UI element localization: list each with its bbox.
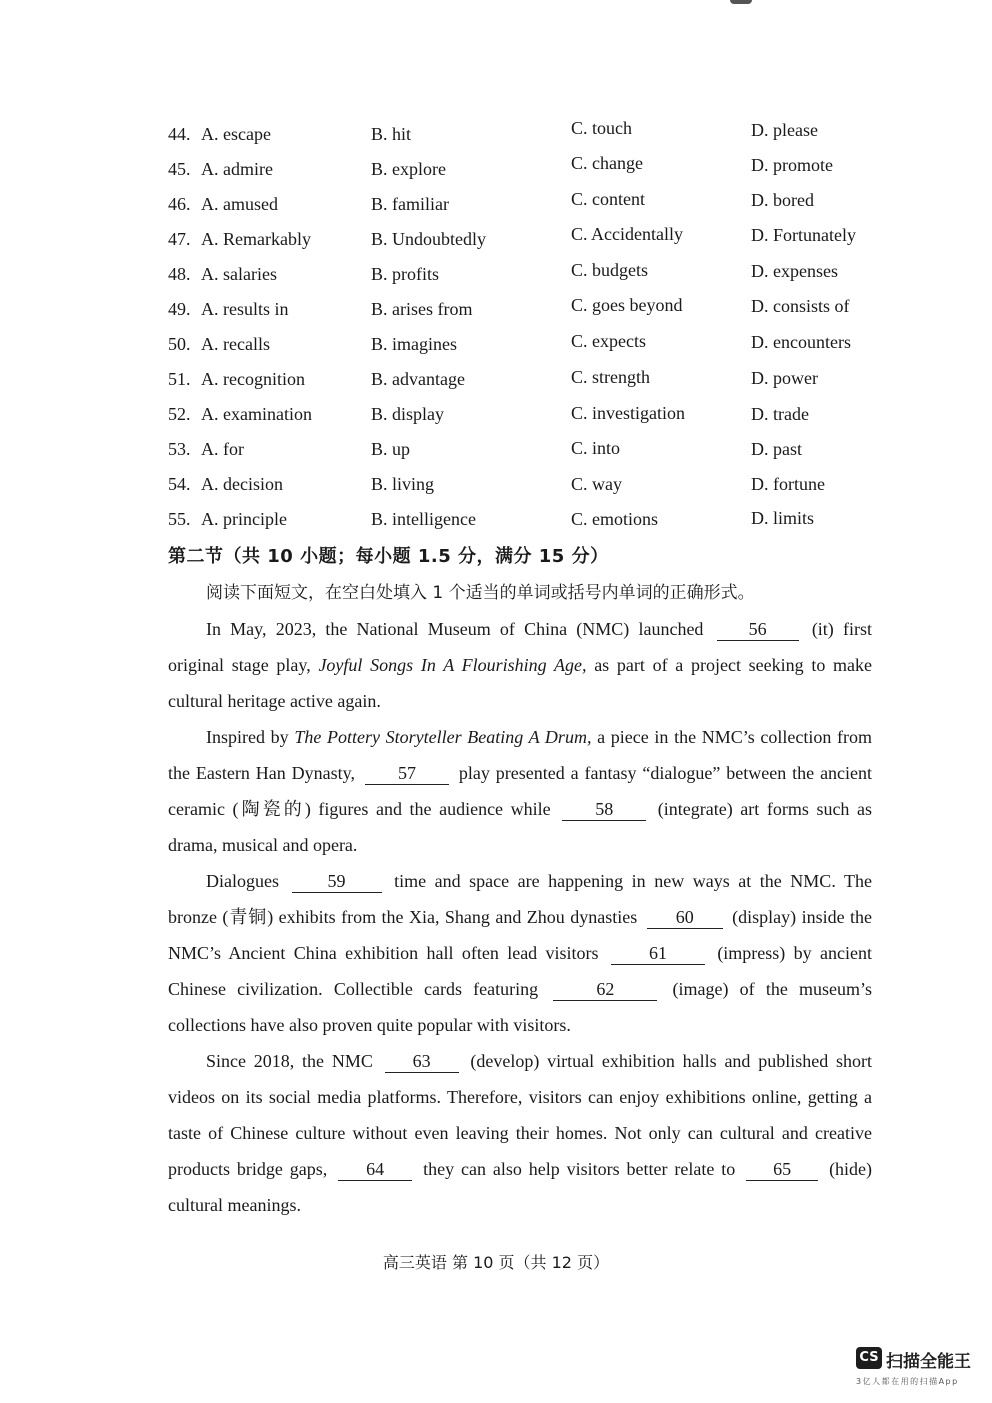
question-number: 45. xyxy=(168,159,191,179)
option-b: B. living xyxy=(371,474,435,494)
option-a: A. recognition xyxy=(201,369,305,389)
passage-text: they can also help visitors better relate to xyxy=(423,1159,736,1179)
question-number: 48. xyxy=(168,264,191,284)
option-c: C. strength xyxy=(571,367,650,387)
option-a: A. admire xyxy=(201,159,273,179)
question-number: 55. xyxy=(168,509,191,529)
list-item xyxy=(0,153,992,189)
option-d: D. consists of xyxy=(751,296,850,316)
list-item xyxy=(0,439,992,469)
option-c: C. expects xyxy=(571,331,646,351)
option-c: C. goes beyond xyxy=(571,295,683,315)
page-footer xyxy=(0,1250,992,1273)
play-title: Joyful Songs In A Flourishing Age, xyxy=(318,655,587,675)
blank-62: 62 xyxy=(553,978,657,1001)
option-b: B. display xyxy=(371,404,445,424)
question-number: 47. xyxy=(168,229,191,249)
watermark-name: 扫描全能王 xyxy=(886,1352,971,1372)
passage-text: a piece in the NMC’s collection from the Eastern Han Dynasty, xyxy=(168,727,873,783)
passage-text: Since 2018, the NMC xyxy=(206,1051,373,1071)
option-d: D. encounters xyxy=(751,332,851,352)
list-item xyxy=(0,404,992,434)
option-c: C. content xyxy=(571,189,645,209)
option-b: B. advantage xyxy=(371,369,465,389)
question-number: 49. xyxy=(168,299,191,319)
question-number: 50. xyxy=(168,334,191,354)
blank-57: 57 xyxy=(365,762,449,785)
passage-text: as part of a project seeking to make cultural heritage active again. xyxy=(168,655,873,711)
option-b: B. familiar xyxy=(371,194,449,214)
option-a: A. examination xyxy=(201,404,312,424)
option-d: D. please xyxy=(751,120,818,140)
option-b: B. Undoubtedly xyxy=(371,229,486,249)
option-d: D. limits xyxy=(751,508,815,528)
option-b: B. imagines xyxy=(371,334,457,354)
option-c: C. budgets xyxy=(571,260,649,280)
question-number: 54. xyxy=(168,474,191,494)
option-a: A. amused xyxy=(201,194,278,214)
list-item xyxy=(0,369,992,399)
paragraph xyxy=(168,719,872,863)
watermark-tagline: 3亿人都在用的扫描App xyxy=(856,1377,959,1386)
page-number: 高三英语 第 10 页（共 12 页） xyxy=(382,1253,610,1272)
option-c: C. change xyxy=(571,153,643,173)
blank-61: 61 xyxy=(611,942,705,965)
option-a: A. principle xyxy=(201,509,287,529)
option-c: C. way xyxy=(571,474,622,494)
blank-56: 56 xyxy=(717,618,799,641)
option-d: D. trade xyxy=(751,404,809,424)
option-d: D. expenses xyxy=(751,261,838,281)
option-b: B. intelligence xyxy=(371,509,476,529)
passage-text: play presented a fantasy “dialogue” between the ancient ceramic (陶瓷的) figures and the audience while xyxy=(168,763,873,819)
scanner-watermark xyxy=(856,1347,976,1393)
passage-text: (display) inside the NMC’s Ancient China exhibition hall often lead visitors xyxy=(168,907,872,963)
option-a: A. results in xyxy=(201,299,289,319)
artifact-title: The Pottery Storyteller Beating A Drum, xyxy=(294,727,592,747)
paragraph xyxy=(168,611,872,719)
question-number: 44. xyxy=(168,124,191,144)
option-b: B. profits xyxy=(371,264,440,284)
option-c: C. emotions xyxy=(571,509,659,529)
option-a: A. decision xyxy=(201,474,283,494)
blank-64: 64 xyxy=(338,1158,412,1181)
passage-text: Inspired by xyxy=(206,727,289,747)
cs-logo-icon: CS xyxy=(856,1347,882,1369)
passage-text: (impress) by ancient Chinese civilization. Collectible cards featuring xyxy=(168,943,873,999)
list-item xyxy=(0,118,992,154)
list-item xyxy=(0,295,992,329)
option-c: C. touch xyxy=(571,118,632,138)
passage-text: (integrate) art forms such as drama, musical and opera. xyxy=(168,799,873,855)
list-item xyxy=(0,509,992,539)
option-b: B. arises from xyxy=(371,299,473,319)
list-item xyxy=(0,474,992,504)
passage-text: In May, 2023, the National Museum of China (NMC) launched xyxy=(206,619,704,639)
list-item xyxy=(0,189,992,224)
option-a: A. salaries xyxy=(201,264,277,284)
list-item xyxy=(0,224,992,259)
scan-mark xyxy=(730,0,752,4)
list-item xyxy=(0,331,992,364)
paragraph xyxy=(168,863,872,1043)
option-a: A. escape xyxy=(201,124,271,144)
blank-65: 65 xyxy=(746,1158,818,1181)
option-d: D. bored xyxy=(751,190,814,210)
paragraph xyxy=(168,1043,872,1223)
option-d: D. Fortunately xyxy=(751,225,856,245)
option-a: A. recalls xyxy=(201,334,270,354)
option-a: A. Remarkably xyxy=(201,229,311,249)
option-d: D. power xyxy=(751,368,818,388)
passage-text: (image) of the museum’s collections have also proven quite popular with visitors. xyxy=(168,979,873,1035)
option-c: C. Accidentally xyxy=(571,224,683,244)
section-heading: 第二节（共 10 小题；每小题 1.5 分，满分 15 分） xyxy=(168,546,609,567)
option-c: C. investigation xyxy=(571,403,685,423)
passage-text: (it) first original stage play, xyxy=(168,619,872,675)
blank-59: 59 xyxy=(292,870,382,893)
option-d: D. promote xyxy=(751,155,833,175)
section-instruction: 阅读下面短文，在空白处填入 1 个适当的单词或括号内单词的正确形式。 xyxy=(206,583,755,603)
option-b: B. up xyxy=(371,439,411,459)
passage-text: Dialogues xyxy=(206,871,279,891)
list-item xyxy=(0,260,992,294)
passage-text: time and space are happening in new ways at the NMC. The bronze (青铜) exhibits from the Xia, Shang and Zhou dynasties xyxy=(168,871,873,927)
question-number: 53. xyxy=(168,439,191,459)
option-c: C. into xyxy=(571,438,621,458)
question-number: 51. xyxy=(168,369,191,389)
blank-60: 60 xyxy=(647,906,723,929)
question-number: 46. xyxy=(168,194,191,214)
passage-text: (hide) cultural meanings. xyxy=(168,1159,873,1215)
reading-passage xyxy=(168,611,872,1223)
question-number: 52. xyxy=(168,404,191,424)
option-d: D. fortune xyxy=(751,474,825,494)
option-d: D. past xyxy=(751,439,802,459)
option-b: B. hit xyxy=(371,124,412,144)
option-a: A. for xyxy=(201,439,244,459)
blank-63: 63 xyxy=(385,1050,459,1073)
option-b: B. explore xyxy=(371,159,446,179)
blank-58: 58 xyxy=(562,798,646,821)
passage-text: (develop) virtual exhibition halls and published short videos on its social media platforms. Therefore, visitors can enjoy exhibitions online, getting a taste of Chinese culture without even leaving their homes. Not only can cultural and creative products bridge gaps, xyxy=(168,1051,872,1179)
